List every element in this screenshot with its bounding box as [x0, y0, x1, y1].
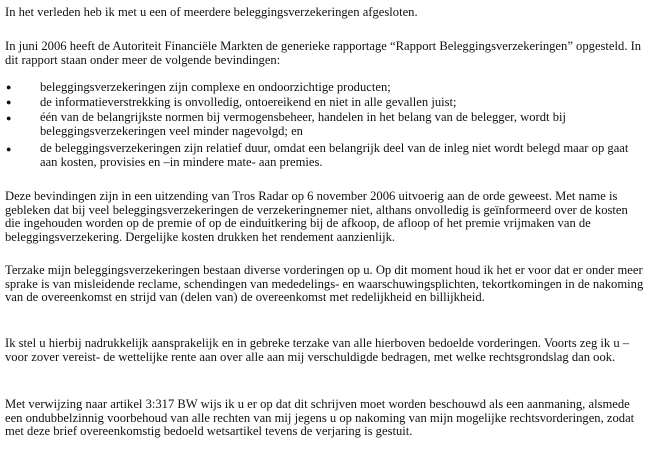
- bullet-icon: ●: [6, 144, 12, 154]
- bullet-item: beleggingsverzekeringen zijn complexe en ondoorzichtige producten;: [40, 80, 391, 94]
- bullet-icon: ●: [6, 113, 12, 123]
- paragraph-claims: Terzake mijn beleggingsverzekeringen bestaan diverse vorderingen op u. Op dit moment houd ik het er voor dat er onder meer sprake is van misleidende reclame, schendingen van mededelings- en waarschuwingsplichten, tekortkomingen in de nakoming van de overeenkomst en strijd van (delen van) de overeenkomst met redelijkheid en billijkheid.: [5, 263, 644, 305]
- bullet-item: de informatieverstrekking is onvolledig, ontoereikend en niet in alle gevallen juist;: [40, 95, 457, 109]
- paragraph-tros-radar: Deze bevindingen zijn in een uitzending van Tros Radar op 6 november 2006 uitvoerig aan de orde geweest. Met name is gebleken dat bij veel beleggingsverzekeringen de verzekeringnemer niet, althans onvolledig is geïnformeerd over de kosten die ingehouden worden op de premie of op de einduitkering bij de afkoop, de afloop of het premie vrijmaken van de beleggingsverzekering. Dergelijke kosten drukken het rendement aanzienlijk.: [5, 189, 628, 244]
- bullet-item: één van de belangrijkste normen bij vermogensbeheer, handelen in het belang van de belegger, wordt bij beleggingsverzekeringen veel minder nagevolgd; en: [40, 110, 566, 138]
- paragraph-liability: Ik stel u hierbij nadrukkelijk aansprakelijk en in gebreke terzake van alle hierboven bedoelde vorderingen. Voorts zeg ik u –voor zover vereist- de wettelijke rente aan over alle aan mij verschuldigde bedragen, met welke rechtsgrondslag dan ook.: [5, 336, 630, 364]
- bullet-icon: ●: [6, 82, 12, 92]
- bullet-icon: ●: [6, 97, 12, 107]
- paragraph-intro: In het verleden heb ik met u een of meerdere beleggingsverzekeringen afgesloten.: [5, 5, 418, 19]
- paragraph-reminder: Met verwijzing naar artikel 3:317 BW wijs ik u er op dat dit schrijven moet worden beschouwd als een aanmaning, alsmede een ondubbelzinnig voorbehoud van alle rechten van mij jegens u op nakoming van mijn mogelijke rechtsvorderingen, zodat met deze brief overeenkomstig bedoeld wetsartikel tevens de verjaring is gestuit.: [5, 397, 635, 439]
- bullet-item: de beleggingsverzekeringen zijn relatief duur, omdat een belangrijk deel van de inleg niet wordt belegd maar op gaat aan kosten, provisies en –in mindere mate- aan premies.: [40, 141, 629, 169]
- paragraph-afm-report: In juni 2006 heeft de Autoriteit Financiële Markten de generieke rapportage “Rapport Beleggingsverzekeringen” opgesteld. In dit rapport staan onder meer de volgende bevindingen:: [5, 39, 642, 67]
